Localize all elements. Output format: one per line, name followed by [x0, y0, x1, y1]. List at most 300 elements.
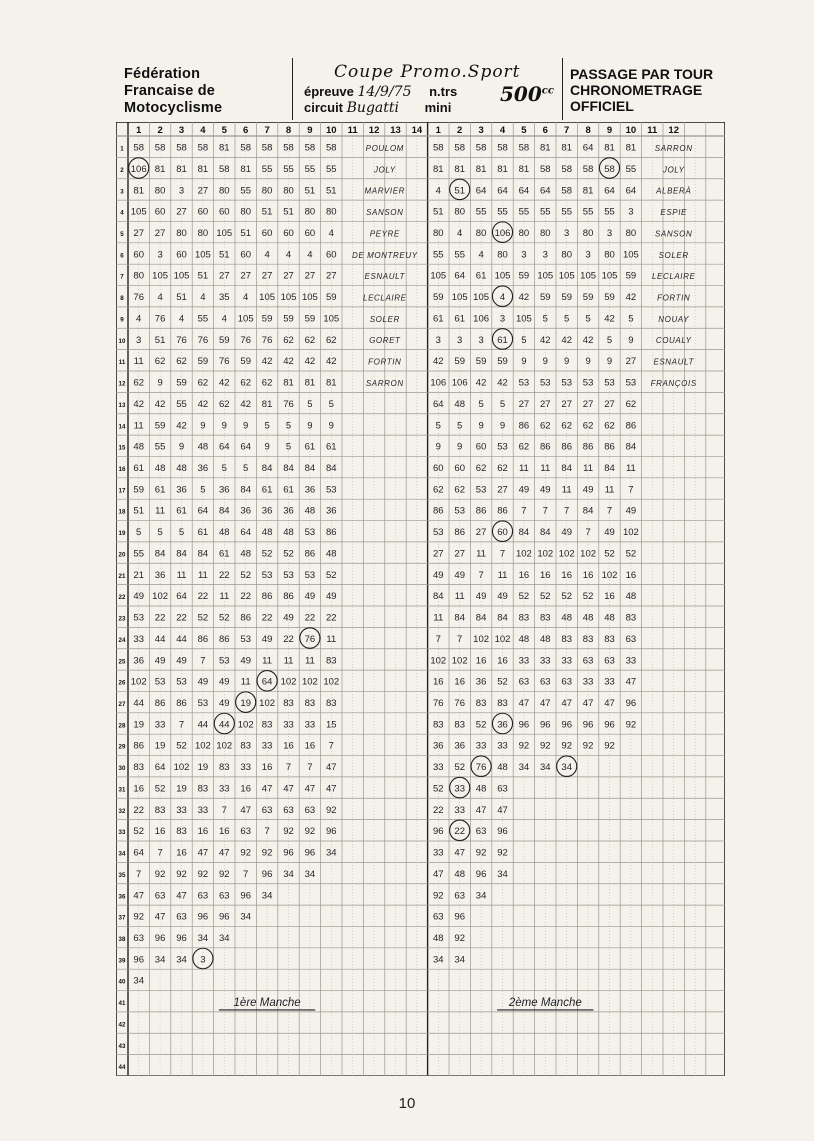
lap-cell-manche-2: 106 — [451, 377, 468, 389]
lap-cell-manche-2: 81 — [454, 163, 465, 175]
lap-cell-manche-1: 52 — [197, 612, 209, 624]
lap-cell-manche-1: 53 — [304, 569, 316, 581]
lap-cell-manche-1: 34 — [326, 847, 337, 859]
lap-cell-manche-2: 48 — [433, 932, 444, 944]
lap-cell-manche-1: 96 — [304, 847, 316, 859]
lap-cell-manche-2: 51 — [454, 185, 465, 197]
lap-cell-manche-1: 76 — [261, 334, 273, 346]
lap-cell-manche-2: 3 — [628, 206, 634, 218]
lap-cell-manche-2: 61 — [475, 270, 487, 282]
lap-cell-manche-1: 33 — [304, 719, 316, 731]
lap-cell-manche-2: 59 — [518, 270, 530, 282]
lap-cell-manche-1: 47 — [176, 890, 187, 902]
event-info — [300, 60, 558, 116]
lap-cell-manche-2: 80 — [497, 249, 508, 261]
page-number: 10 — [398, 1095, 416, 1112]
lap-cell-manche-1: 92 — [240, 847, 251, 859]
lap-cell-manche-2: 96 — [561, 719, 572, 731]
row-number: 41 — [118, 1000, 126, 1008]
lap-cell-manche-1: 76 — [219, 356, 230, 368]
row-number: 35 — [118, 871, 126, 879]
ntrs-label: n.trs — [429, 84, 458, 99]
lap-cell-manche-1: 11 — [176, 569, 187, 581]
timing-line-3: OFFICIEL — [570, 98, 634, 114]
lap-cell-manche-1: 15 — [326, 719, 337, 731]
rider-name-manche-1: GORET — [369, 336, 401, 346]
lap-cell-manche-1: 106 — [130, 163, 147, 175]
lap-cell-manche-1: 51 — [154, 334, 166, 346]
lap-cell-manche-1: 19 — [154, 740, 166, 752]
lap-cell-manche-1: 9 — [328, 420, 334, 432]
lap-cell-manche-2: 53 — [454, 505, 465, 517]
col-header-manche-1: 3 — [178, 125, 185, 136]
lap-cell-manche-1: 52 — [240, 569, 251, 581]
lap-cell-manche-1: 61 — [283, 484, 294, 496]
lap-cell-manche-2: 33 — [518, 655, 530, 667]
lap-cell-manche-2: 7 — [606, 505, 613, 517]
col-header-manche-1: 14 — [411, 125, 423, 136]
lap-cell-manche-1: 63 — [133, 932, 144, 944]
lap-cell-manche-1: 34 — [304, 868, 316, 880]
lap-cell-manche-2: 102 — [537, 548, 554, 560]
lap-cell-manche-1: 51 — [261, 206, 273, 218]
lap-cell-manche-1: 53 — [154, 676, 166, 688]
lap-cell-manche-2: 80 — [433, 227, 444, 239]
lap-cell-manche-2: 5 — [457, 420, 463, 432]
lap-cell-manche-2: 58 — [497, 142, 508, 154]
lap-cell-manche-1: 59 — [304, 313, 316, 325]
lap-cell-manche-1: 5 — [200, 484, 206, 496]
lap-cell-manche-1: 7 — [264, 826, 270, 838]
lap-cell-manche-1: 48 — [219, 527, 230, 539]
lap-cell-manche-1: 27 — [219, 270, 230, 282]
federation-line-3: Motocyclisme — [124, 100, 223, 116]
lap-cell-manche-1: 49 — [219, 676, 230, 688]
rider-name-manche-2: NOUAY — [658, 314, 690, 324]
lap-cell-manche-2: 58 — [433, 142, 444, 154]
lap-cell-manche-1: 105 — [237, 313, 254, 325]
lap-cell-manche-1: 27 — [154, 227, 166, 239]
lap-cell-manche-1: 51 — [326, 185, 337, 197]
lap-cell-manche-1: 42 — [261, 356, 273, 368]
lap-cell-manche-2: 92 — [561, 740, 572, 752]
timing-title — [570, 66, 740, 114]
lap-cell-manche-1: 62 — [197, 377, 209, 389]
lap-cell-manche-2: 80 — [475, 227, 487, 239]
lap-cell-manche-1: 80 — [326, 206, 337, 218]
lap-cell-manche-1: 76 — [133, 292, 144, 304]
lap-cell-manche-2: 55 — [497, 206, 508, 218]
lap-cell-manche-1: 62 — [240, 377, 251, 389]
row-number: 10 — [118, 337, 126, 345]
lap-cell-manche-2: 5 — [542, 313, 548, 325]
lap-cell-manche-2: 96 — [604, 719, 615, 731]
row-number: 20 — [118, 551, 126, 559]
row-number: 9 — [120, 316, 124, 324]
lap-cell-manche-2: 102 — [515, 548, 532, 560]
lap-cell-manche-2: 84 — [540, 527, 551, 539]
lap-cell-manche-2: 42 — [497, 377, 508, 389]
lap-cell-manche-2: 16 — [561, 569, 572, 581]
lap-cell-manche-1: 7 — [307, 762, 313, 774]
lap-cell-manche-1: 84 — [176, 548, 187, 560]
col-header-manche-1: 4 — [200, 125, 206, 136]
lap-cell-manche-2: 34 — [518, 762, 530, 774]
lap-cell-manche-1: 92 — [154, 868, 166, 880]
circuit-label: circuit — [304, 100, 344, 115]
lap-cell-manche-2: 33 — [540, 655, 551, 667]
cc-value: 500 — [500, 82, 542, 106]
lap-cell-manche-2: 60 — [433, 462, 444, 474]
col-header-manche-1: 7 — [264, 125, 270, 136]
lap-cell-manche-2: 105 — [580, 270, 597, 282]
lap-cell-manche-2: 49 — [497, 591, 508, 603]
lap-cell-manche-1: 48 — [197, 441, 209, 453]
lap-cell-manche-1: 35 — [219, 292, 230, 304]
lap-cell-manche-2: 83 — [454, 719, 465, 731]
row-number: 13 — [118, 401, 126, 409]
lap-cell-manche-2: 33 — [497, 740, 508, 752]
lap-cell-manche-1: 53 — [326, 484, 337, 496]
lap-cell-manche-2: 55 — [604, 206, 615, 218]
rider-name-manche-1: POULOM — [365, 143, 404, 153]
lap-cell-manche-2: 58 — [540, 163, 551, 175]
lap-cell-manche-2: 7 — [564, 505, 570, 517]
lap-cell-manche-2: 106 — [430, 377, 447, 389]
lap-cell-manche-1: 16 — [283, 740, 294, 752]
col-header-manche-2: 3 — [478, 125, 484, 136]
lap-cell-manche-2: 53 — [475, 484, 487, 496]
lap-cell-manche-1: 11 — [326, 633, 337, 645]
lap-cell-manche-2: 58 — [475, 142, 487, 154]
lap-cell-manche-1: 4 — [243, 292, 249, 304]
lap-cell-manche-1: 102 — [152, 591, 169, 603]
lap-cell-manche-1: 22 — [176, 612, 187, 624]
lap-cell-manche-1: 62 — [133, 377, 144, 389]
lap-cell-manche-1: 60 — [197, 206, 209, 218]
lap-cell-manche-2: 63 — [518, 676, 530, 688]
lap-cell-manche-1: 81 — [133, 185, 144, 197]
lap-cell-manche-1: 48 — [240, 548, 251, 560]
lap-cell-manche-1: 44 — [197, 719, 209, 731]
row-number: 37 — [118, 914, 126, 922]
lap-cell-manche-2: 86 — [604, 441, 615, 453]
lap-cell-manche-2: 48 — [518, 633, 530, 645]
lap-cell-manche-1: 4 — [200, 292, 206, 304]
lap-cell-manche-2: 53 — [433, 527, 444, 539]
lap-cell-manche-1: 58 — [219, 163, 230, 175]
rider-name-manche-1: LECLAIRE — [363, 293, 407, 303]
lap-cell-manche-2: 84 — [625, 441, 637, 453]
lap-cell-manche-1: 83 — [304, 697, 316, 709]
lap-cell-manche-1: 33 — [240, 762, 251, 774]
lap-cell-manche-2: 58 — [561, 163, 572, 175]
lap-cell-manche-2: 96 — [540, 719, 551, 731]
lap-cell-manche-2: 5 — [499, 398, 506, 410]
lap-cell-manche-1: 42 — [304, 356, 316, 368]
lap-cell-manche-1: 64 — [154, 762, 166, 774]
row-number: 40 — [118, 978, 126, 986]
lap-cell-manche-1: 96 — [154, 932, 166, 944]
lap-cell-manche-2: 3 — [435, 334, 441, 346]
lap-cell-manche-1: 53 — [304, 527, 316, 539]
lap-cell-manche-2: 62 — [582, 420, 594, 432]
lap-cell-manche-2: 83 — [540, 612, 551, 624]
lap-cell-manche-1: 92 — [197, 868, 209, 880]
lap-cell-manche-2: 16 — [454, 676, 465, 688]
lap-cell-manche-1: 42 — [176, 420, 187, 432]
lap-cell-manche-1: 36 — [133, 655, 144, 667]
lap-cell-manche-1: 27 — [283, 270, 294, 282]
lap-cell-manche-1: 81 — [197, 163, 209, 175]
lap-cell-manche-1: 11 — [197, 569, 208, 581]
lap-cell-manche-2: 34 — [454, 954, 465, 966]
lap-cell-manche-2: 64 — [433, 398, 444, 410]
lap-cell-manche-1: 34 — [133, 975, 144, 987]
lap-cell-manche-2: 92 — [582, 740, 594, 752]
lap-cell-manche-1: 84 — [240, 484, 251, 496]
lap-cell-manche-1: 11 — [133, 420, 144, 432]
lap-cell-manche-1: 53 — [197, 697, 209, 709]
lap-cell-manche-1: 55 — [240, 185, 251, 197]
row-number: 27 — [118, 700, 126, 708]
lap-cell-manche-2: 34 — [475, 890, 487, 902]
lap-cell-manche-1: 105 — [323, 313, 340, 325]
rider-name-manche-2: SANSON — [655, 229, 693, 239]
lap-cell-manche-1: 5 — [264, 420, 270, 432]
lap-cell-manche-1: 3 — [178, 185, 185, 197]
row-number: 42 — [118, 1021, 126, 1029]
lap-cell-manche-2: 86 — [625, 420, 637, 432]
lap-cell-manche-1: 22 — [326, 612, 337, 624]
lap-cell-manche-2: 55 — [433, 249, 444, 261]
lap-cell-manche-1: 52 — [261, 548, 273, 560]
lap-cell-manche-1: 16 — [219, 826, 230, 838]
lap-cell-manche-2: 53 — [582, 377, 594, 389]
lap-cell-manche-1: 22 — [240, 591, 251, 603]
lap-cell-manche-2: 22 — [454, 826, 465, 838]
lap-cell-manche-2: 58 — [561, 185, 572, 197]
lap-cell-manche-2: 9 — [585, 356, 591, 368]
lap-cell-manche-2: 16 — [497, 655, 508, 667]
lap-cell-manche-2: 59 — [475, 356, 487, 368]
row-number: 28 — [118, 722, 126, 730]
lap-cell-manche-1: 49 — [261, 633, 273, 645]
lap-cell-manche-2: 9 — [457, 441, 463, 453]
lap-cell-manche-2: 102 — [580, 548, 597, 560]
lap-cell-manche-2: 9 — [628, 334, 634, 346]
lap-cell-manche-2: 55 — [625, 163, 637, 175]
lap-cell-manche-1: 53 — [133, 612, 144, 624]
lap-cell-manche-1: 48 — [133, 441, 144, 453]
lap-cell-manche-1: 105 — [259, 292, 276, 304]
lap-cell-manche-2: 49 — [454, 569, 465, 581]
lap-cell-manche-1: 92 — [304, 826, 316, 838]
lap-cell-manche-2: 61 — [497, 334, 508, 346]
row-number: 38 — [118, 935, 126, 943]
lap-cell-manche-2: 48 — [604, 612, 615, 624]
lap-cell-manche-1: 33 — [154, 719, 166, 731]
rider-name-manche-2: SARRON — [654, 143, 693, 153]
lap-cell-manche-1: 59 — [176, 377, 187, 389]
lap-cell-manche-1: 96 — [197, 911, 209, 923]
lap-cell-manche-1: 81 — [219, 142, 230, 154]
lap-cell-manche-2: 86 — [540, 441, 551, 453]
lap-cell-manche-1: 86 — [197, 633, 209, 645]
lap-cell-manche-1: 64 — [197, 505, 209, 517]
lap-cell-manche-1: 55 — [133, 548, 144, 560]
lap-cell-manche-1: 48 — [261, 527, 273, 539]
lap-cell-manche-2: 59 — [433, 292, 444, 304]
lap-cell-manche-2: 58 — [604, 163, 615, 175]
lap-cell-manche-1: 48 — [154, 462, 166, 474]
lap-cell-manche-1: 9 — [243, 420, 249, 432]
lap-cell-manche-2: 4 — [457, 227, 463, 239]
lap-cell-manche-2: 63 — [561, 676, 572, 688]
lap-cell-manche-2: 42 — [604, 313, 615, 325]
lap-cell-manche-1: 61 — [133, 462, 144, 474]
lap-cell-manche-1: 64 — [240, 441, 251, 453]
lap-cell-manche-2: 49 — [518, 484, 530, 496]
row-number: 16 — [118, 465, 126, 473]
lap-cell-manche-2: 61 — [454, 313, 465, 325]
manche-1-label: 1ère Manche — [233, 996, 301, 1009]
row-number: 1 — [120, 145, 124, 153]
lap-cell-manche-1: 96 — [133, 954, 144, 966]
lap-cell-manche-2: 96 — [475, 868, 487, 880]
lap-cell-manche-2: 63 — [454, 890, 465, 902]
epreuve-line — [304, 84, 457, 100]
lap-cell-manche-2: 22 — [433, 804, 444, 816]
lap-cell-manche-2: 63 — [604, 655, 615, 667]
lap-cell-manche-2: 64 — [475, 185, 487, 197]
lap-cell-manche-2: 83 — [582, 633, 594, 645]
lap-cell-manche-1: 49 — [154, 655, 166, 667]
row-number: 24 — [118, 636, 126, 644]
lap-cell-manche-1: 51 — [197, 270, 209, 282]
lap-cell-manche-1: 105 — [194, 249, 211, 261]
lap-cell-manche-1: 76 — [176, 334, 187, 346]
lap-cell-manche-1: 58 — [133, 142, 144, 154]
lap-cell-manche-2: 92 — [475, 847, 487, 859]
lap-cell-manche-1: 63 — [197, 890, 209, 902]
lap-cell-manche-2: 81 — [540, 142, 551, 154]
lap-cell-manche-1: 5 — [285, 420, 292, 432]
timing-line-2: CHRONOMETRAGE — [570, 82, 703, 98]
lap-cell-manche-1: 86 — [176, 697, 187, 709]
lap-cell-manche-2: 42 — [433, 356, 444, 368]
lap-cell-manche-1: 49 — [240, 655, 251, 667]
header-divider-right — [562, 58, 563, 120]
lap-cell-manche-1: 105 — [301, 292, 318, 304]
lap-cell-manche-2: 16 — [540, 569, 551, 581]
lap-grid — [116, 122, 725, 1076]
lap-cell-manche-1: 59 — [261, 313, 273, 325]
lap-cell-manche-1: 62 — [304, 334, 316, 346]
lap-cell-manche-2: 27 — [561, 398, 572, 410]
lap-cell-manche-1: 84 — [304, 462, 316, 474]
lap-cell-manche-1: 7 — [178, 719, 185, 731]
rider-name-manche-1: SOLER — [369, 314, 400, 324]
lap-cell-manche-2: 63 — [625, 633, 637, 645]
lap-cell-manche-2: 64 — [604, 185, 615, 197]
lap-cell-manche-1: 96 — [326, 826, 337, 838]
lap-cell-manche-2: 92 — [625, 719, 637, 731]
lap-cell-manche-2: 33 — [454, 804, 465, 816]
lap-cell-manche-2: 60 — [454, 462, 465, 474]
rider-name-manche-2: FRANÇOIS — [650, 378, 697, 388]
lap-cell-manche-1: 44 — [133, 697, 144, 709]
lap-cell-manche-2: 7 — [542, 505, 548, 517]
lap-cell-manche-2: 16 — [433, 676, 444, 688]
lap-cell-manche-1: 63 — [176, 911, 187, 923]
lap-cell-manche-1: 36 — [219, 484, 230, 496]
col-header-manche-2: 5 — [521, 125, 527, 136]
lap-cell-manche-2: 53 — [497, 441, 508, 453]
lap-cell-manche-2: 3 — [478, 334, 484, 346]
lap-cell-manche-1: 92 — [176, 868, 187, 880]
lap-cell-manche-1: 60 — [283, 227, 294, 239]
lap-cell-manche-1: 4 — [307, 249, 313, 261]
lap-cell-manche-1: 84 — [219, 505, 230, 517]
lap-cell-manche-1: 11 — [219, 591, 230, 603]
col-header-manche-1: 9 — [307, 125, 313, 136]
lap-cell-manche-2: 84 — [454, 612, 465, 624]
lap-cell-manche-1: 86 — [219, 633, 230, 645]
lap-cell-manche-1: 60 — [326, 249, 337, 261]
lap-cell-manche-1: 5 — [243, 462, 249, 474]
lap-cell-manche-1: 9 — [200, 420, 206, 432]
lap-cell-manche-1: 55 — [261, 163, 273, 175]
lap-cell-manche-2: 106 — [473, 313, 490, 325]
lap-cell-manche-2: 52 — [582, 591, 594, 603]
lap-cell-manche-1: 11 — [240, 676, 251, 688]
lap-cell-manche-2: 33 — [604, 676, 615, 688]
lap-cell-manche-2: 55 — [582, 206, 594, 218]
lap-cell-manche-2: 59 — [625, 270, 637, 282]
lap-cell-manche-1: 59 — [326, 292, 337, 304]
rider-name-manche-2: FORTIN — [657, 293, 691, 303]
lap-cell-manche-1: 63 — [154, 890, 166, 902]
lap-cell-manche-1: 62 — [261, 377, 273, 389]
lap-cell-manche-2: 105 — [558, 270, 575, 282]
lap-cell-manche-1: 86 — [283, 591, 294, 603]
lap-cell-manche-1: 86 — [154, 697, 166, 709]
lap-cell-manche-2: 11 — [454, 591, 465, 603]
rider-name-manche-2: ALBERÀ — [656, 186, 692, 196]
lap-cell-manche-2: 86 — [454, 527, 465, 539]
lap-cell-manche-1: 51 — [219, 249, 230, 261]
lap-cell-manche-1: 105 — [280, 292, 297, 304]
lap-cell-manche-2: 62 — [561, 420, 572, 432]
lap-cell-manche-1: 7 — [328, 740, 334, 752]
row-number: 32 — [118, 807, 126, 815]
lap-cell-manche-1: 84 — [326, 462, 337, 474]
lap-cell-manche-1: 86 — [133, 740, 144, 752]
lap-cell-manche-1: 92 — [261, 847, 273, 859]
col-header-manche-2: 6 — [542, 125, 548, 136]
lap-cell-manche-2: 83 — [475, 697, 487, 709]
lap-cell-manche-2: 34 — [433, 954, 444, 966]
lap-cell-manche-1: 102 — [301, 676, 318, 688]
lap-cell-manche-1: 92 — [283, 826, 294, 838]
lap-cell-manche-2: 49 — [604, 527, 615, 539]
lap-cell-manche-1: 59 — [133, 484, 144, 496]
lap-cell-manche-1: 4 — [157, 292, 163, 304]
row-number: 2 — [120, 166, 124, 174]
lap-cell-manche-2: 11 — [583, 462, 594, 474]
lap-cell-manche-2: 63 — [582, 655, 594, 667]
